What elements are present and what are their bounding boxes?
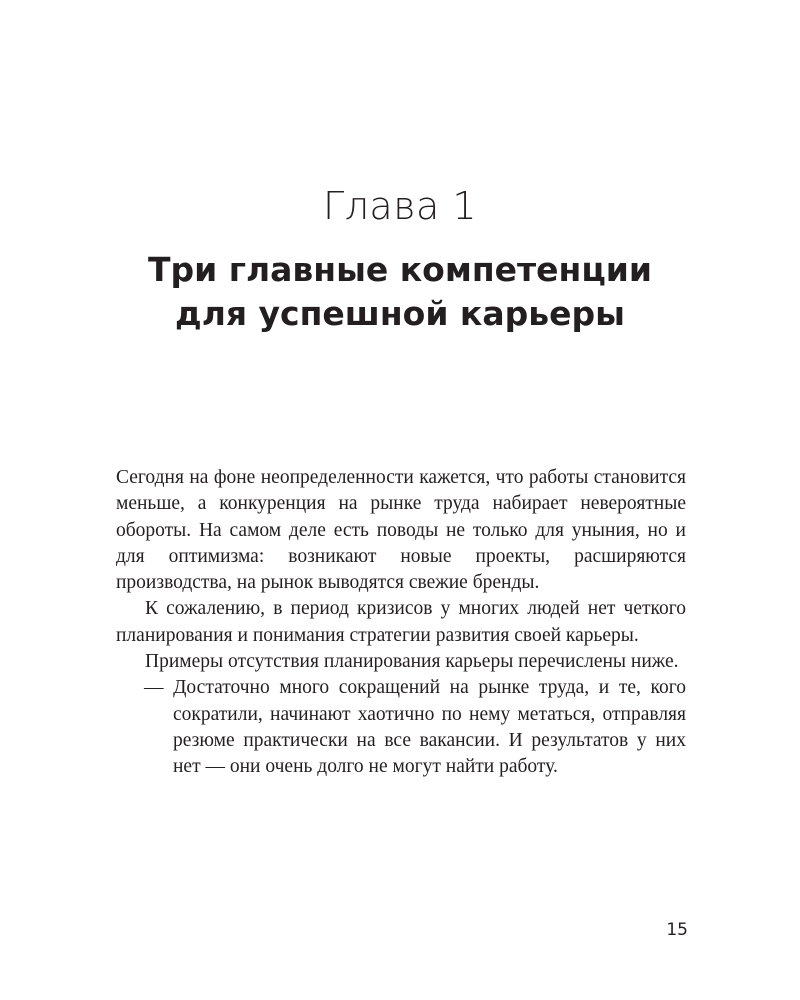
page-number: 15 xyxy=(666,920,688,940)
list-item: — Достаточно много сокращений на рынке труда, и те, кого сократили, начинают хаотично по нему метаться, отправляя резюме практически на все вакансии. И результатов у них нет — они очень долго не могут найти работу. xyxy=(144,677,686,778)
paragraph-3: Примеры отсутствия планирования карьеры перечислены ниже. xyxy=(145,651,679,673)
chapter-label: Глава 1 xyxy=(322,184,478,228)
chapter-title-line-1: Три главные компетенции xyxy=(147,250,653,289)
chapter-title-line-2: для успешной карьеры xyxy=(175,294,625,333)
body-text xyxy=(116,465,686,781)
paragraph-2: К сожалению, в период кризисов у многих людей нет четкого планирования и понимания стратегии развития своей карьеры. xyxy=(116,598,686,646)
example-list xyxy=(116,675,686,780)
paragraph-1: Сегодня на фоне неопределенности кажется, что работы становится меньше, а конкуренция на рынке труда набирает невероятные обороты. На самом деле есть поводы не только для уныния, но и для оптимизма: возникают новые проекты, расширяются производства, на рынок выводятся свежие бренды. xyxy=(116,467,686,594)
chapter-title xyxy=(0,248,800,336)
